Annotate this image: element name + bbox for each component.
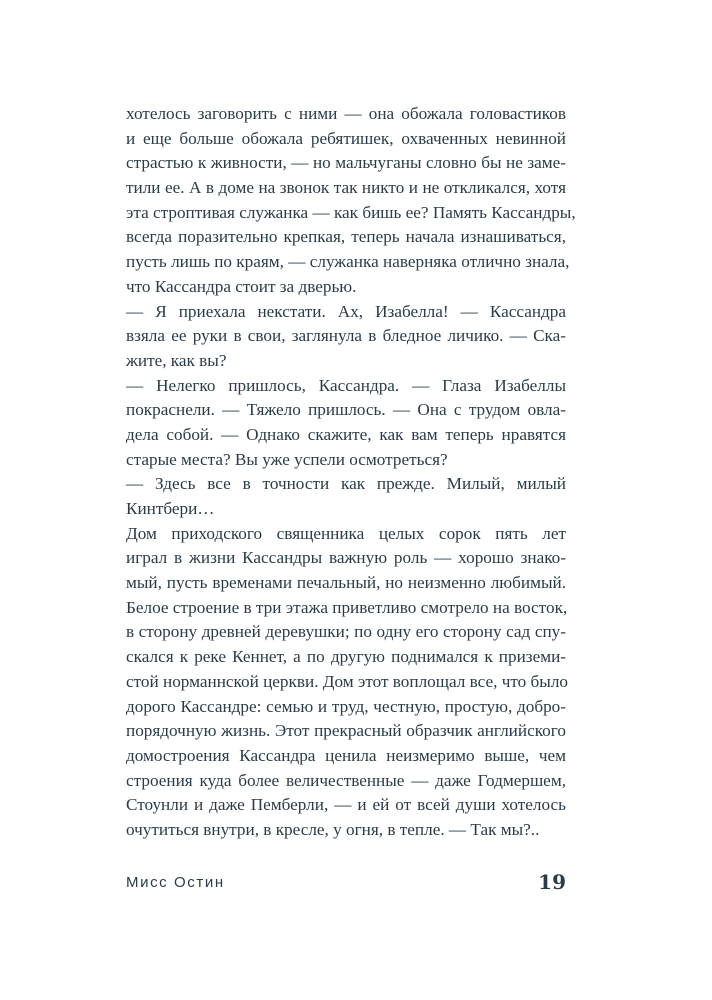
text-line: скался к реке Кеннет, а по другую поднимался к приземи-	[126, 647, 566, 667]
text-line: стой норманнской церкви. Дом этот воплощал все, что было	[126, 671, 568, 691]
text-line: страстью к живности, — но мальчуганы словно бы не заме-	[126, 153, 566, 173]
text-line: старые места? Вы уже успели осмотреться?	[126, 449, 448, 469]
text-line: — Здесь все в точности как прежде. Милый, милый	[126, 474, 566, 494]
text-line: — Нелегко пришлось, Кассандра. — Глаза Изабеллы	[126, 375, 566, 395]
text-line: взяла ее руки в свои, заглянула в бледное личико. — Ска-	[126, 326, 566, 346]
text-line: всегда поразительно крепкая, теперь начала изнашиваться,	[126, 227, 566, 247]
text-line: Дом приходского священника целых сорок пять лет	[126, 523, 566, 543]
text-line: в сторону древней деревушки; по одну его сторону сад спу-	[126, 622, 566, 642]
text-line: порядочную жизнь. Этот прекрасный образчик английского	[126, 721, 566, 741]
text-line: очутиться внутри, в кресле, у огня, в тепле. — Так мы?..	[126, 819, 540, 839]
text-line: Белое строение в три этажа приветливо смотрело на восток,	[126, 597, 568, 617]
text-line: Стоунли и даже Пемберли, — и ей от всей души хотелось	[126, 795, 566, 815]
text-line: эта строптивая служанка — как бишь ее? Память Кассандры,	[126, 202, 576, 222]
text-line: строения куда более величественные — даже Годмершем,	[126, 770, 566, 790]
running-footer-title: Мисс Остин	[126, 874, 225, 891]
text-line: тили ее. А в доме на звонок так никто и не откликался, хотя	[126, 178, 566, 198]
text-line: играл в жизни Кассандры важную роль — хорошо знако-	[126, 548, 566, 568]
text-line: Кинтбери…	[126, 499, 215, 518]
body-text	[126, 102, 576, 843]
text-line: жите, как вы?	[126, 350, 227, 370]
text-line: хотелось заговорить с ними — она обожала головастиков	[126, 104, 566, 123]
text-line: — Я приехала некстати. Ах, Изабелла! — Кассандра	[126, 301, 566, 321]
text-line: домостроения Кассандра ценила неизмеримо выше, чем	[126, 745, 566, 765]
page-number: 19	[538, 870, 566, 894]
text-line: что Кассандра стоит за дверью.	[126, 276, 357, 296]
text-line: покраснели. — Тяжело пришлось. — Она с трудом овла-	[126, 400, 566, 420]
text-line: дорого Кассандре: семью и труд, честную, простую, добро-	[126, 696, 566, 716]
text-line: мый, пусть временами печальный, но неизменно любимый.	[126, 573, 566, 593]
text-line: дела собой. — Однако скажите, как вам теперь нравятся	[126, 424, 566, 444]
text-line: и еще больше обожала ребятишек, охваченных невинной	[126, 128, 566, 148]
text-line: пусть лишь по краям, — служанка наверняка отлично знала,	[126, 252, 570, 272]
